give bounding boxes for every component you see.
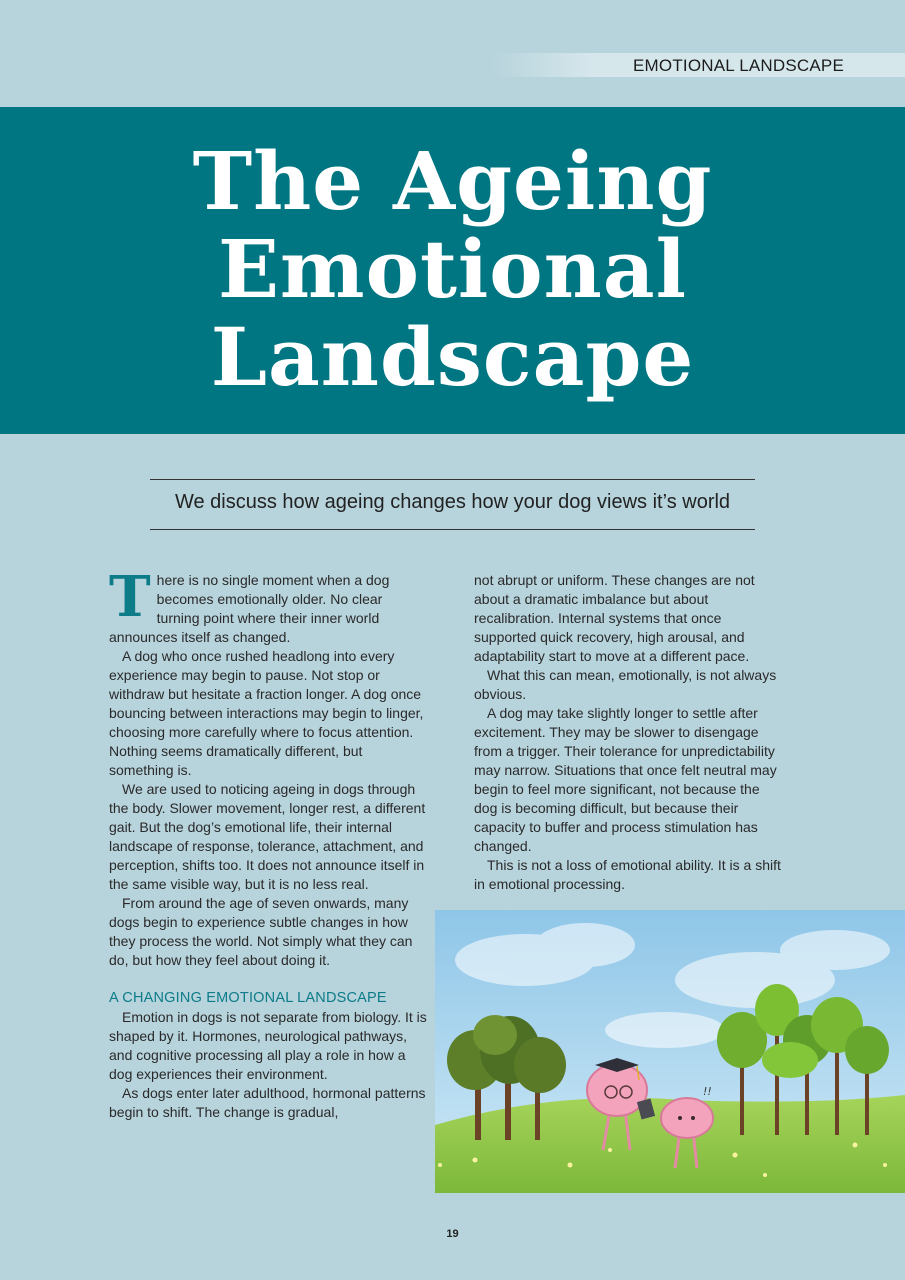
section-heading: A CHANGING EMOTIONAL LANDSCAPE: [109, 990, 387, 1006]
subtitle-rule-bottom: [150, 529, 755, 530]
title-line-2: Emotional: [217, 222, 688, 316]
section-tab: [490, 53, 905, 77]
title-line-1: The Ageing: [192, 134, 713, 228]
alert-text: !!: [703, 1085, 712, 1098]
paragraph: From around the age of seven onwards, many dogs begin to experience subtle changes in how they process the world. Not simply what they can do, but how they feel about doing it.: [109, 895, 413, 968]
paragraph: As dogs enter later adulthood, hormonal patterns begin to shift. The change is gradual,: [109, 1085, 426, 1120]
article-subtitle: We discuss how ageing changes how your dog views it’s world: [174, 491, 731, 513]
paragraph: A dog who once rushed headlong into every experience may begin to pause. Not stop or withdraw but hesitate a fraction longer. A dog once bouncing between interactions may begin to linger, choosing more carefully where to focus attention. Nothing seems dramatically different, but something is.: [109, 648, 424, 778]
paragraph: We are used to noticing ageing in dogs through the body. Slower movement, longer rest, a different gait. But the dog’s emotional life, their internal landscape of response, tolerance, attachment, and perception, shifts too. It does not announce itself in the same visible way, but it is no less real.: [109, 781, 426, 892]
text-column-1: [109, 564, 429, 1122]
paragraph: A dog may take slightly longer to settle after excitement. They may be slower to disengage from a trigger. Their tolerance for unpredictability may narrow. Situations that once felt neutral may begin to feel more significant, not because the dog is becoming difficult, but because their capacity to buffer and process stimulation has changed.: [474, 705, 777, 854]
paragraph: This is not a loss of emotional ability. It is a shift in emotional processing.: [474, 857, 781, 892]
subtitle-rule-top: [150, 479, 755, 480]
paragraph-text: here is no single moment when a dog becomes emotionally older. No clear turning point where their inner world announces itself as changed.: [109, 572, 390, 645]
title-band: [0, 107, 905, 434]
paragraph: Emotion in dogs is not separate from biology. It is shaped by it. Hormones, neurological pathways, and cognitive processing all play a role in how a dog experiences their environment.: [109, 1009, 427, 1082]
page-number: 19: [446, 1228, 459, 1240]
paragraph: [109, 564, 429, 647]
paragraph: What this can mean, emotionally, is not always obvious.: [474, 667, 777, 702]
paragraph: not abrupt or uniform. These changes are not about a dramatic imbalance but about recalibration. Internal systems that once supported quick recovery, high arousal, and adaptability start to move at a different pace.: [474, 572, 755, 664]
article-title: [0, 134, 905, 404]
section-label: EMOTIONAL LANDSCAPE: [633, 56, 844, 75]
illustration-svg: [435, 910, 905, 1193]
title-line-3: Landscape: [210, 310, 695, 404]
drop-cap: T: [109, 564, 151, 630]
text-column-2: [474, 571, 784, 894]
brains-in-park-illustration: [435, 910, 905, 1193]
